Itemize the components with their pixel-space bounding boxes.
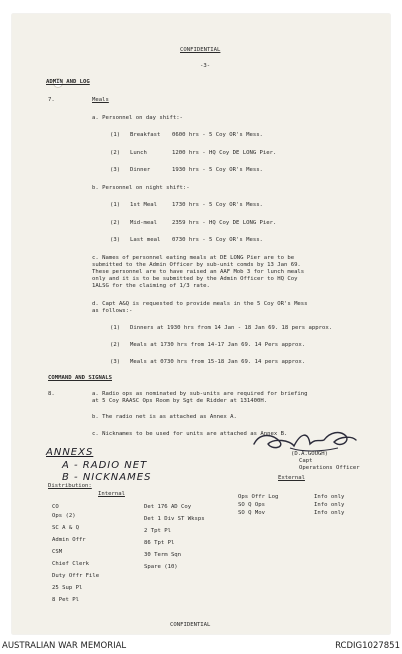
- para-7-title: Meals: [92, 97, 109, 103]
- meal-item-num: (1): [110, 202, 121, 208]
- para-8c: c. Nicknames to be used for units are attached as Annex B.: [92, 431, 288, 437]
- para-7d-line: d. Capt A&Q is requested to provide meals in the 5 Coy OR's Mess: [92, 301, 308, 307]
- distribution-external-label: External: [278, 475, 305, 481]
- meal-item-name: Last meal: [130, 237, 161, 243]
- meal-item-name: Dinner: [130, 167, 151, 173]
- archive-caption-bar: [0, 636, 402, 654]
- page-number: -3-: [200, 63, 211, 69]
- para-7c-line: These personnel are to have raised an AAF Mob 3 for lunch meals: [92, 269, 305, 275]
- meal-request-num: (3): [110, 359, 121, 365]
- meal-item-name: 1st Meal: [130, 202, 157, 208]
- meal-item-num: (1): [110, 132, 121, 138]
- handwritten-annex-b: B - NICKNAMES: [62, 472, 152, 483]
- archive-caption-right: RCDIG1027851: [335, 641, 400, 651]
- meal-item-num: (3): [110, 237, 121, 243]
- meal-item-detail: 1930 hrs - 5 Coy OR's Mess.: [172, 167, 263, 173]
- para-8-number: 8.: [48, 391, 55, 397]
- meal-request-text: Meals at 1730 hrs from 14-17 Jan 69. 14 Pers approx.: [130, 342, 306, 348]
- distribution-label: Distribution:: [48, 483, 92, 489]
- meal-item-name: Lunch: [130, 150, 147, 156]
- meal-request-num: (1): [110, 325, 121, 331]
- signatory-appointment: Operations Officer: [299, 465, 360, 471]
- distribution-external-to: Ops Offr Log: [238, 494, 279, 500]
- distribution-internal-item: CSM: [52, 549, 63, 555]
- distribution-internal-item: Det 176 AD Coy: [144, 504, 192, 510]
- distribution-internal-item: SC A & Q: [52, 525, 79, 531]
- para-7c-line: c. Names of personnel eating meals at DE LONG Pier are to be: [92, 255, 295, 261]
- distribution-internal-item: 30 Term Sqn: [144, 552, 182, 558]
- distribution-external-note: Info only: [314, 502, 345, 508]
- meal-item-name: Mid-meal: [130, 220, 157, 226]
- para-8b: b. The radio net is as attached as Annex A.: [92, 414, 237, 420]
- para-8a-line: at 5 Coy RAASC Ops Room by Sgt de Ridder at 131400H.: [92, 398, 268, 404]
- signatory-name: (D.A.GOUGH): [291, 451, 329, 457]
- archive-caption-left: AUSTRALIAN WAR MEMORIAL: [2, 641, 127, 651]
- distribution-internal-item: 2 Tpt Pl: [144, 528, 171, 534]
- distribution-internal-item: Admin Offr: [52, 537, 86, 543]
- distribution-external-to: SO Q Ops: [238, 502, 265, 508]
- section-heading-admin: ADMIN AND LOG: [46, 79, 90, 85]
- distribution-internal-item: CO: [52, 504, 59, 510]
- meal-item-detail: 0600 hrs - 5 Coy OR's Mess.: [172, 132, 263, 138]
- para-7d-line: as follows:-: [92, 308, 133, 314]
- meal-item-detail: 0730 hrs - 5 Coy OR's Mess.: [172, 237, 263, 243]
- para-7-number: 7.: [48, 97, 55, 103]
- distribution-internal-item: 8 Pet Pl: [52, 597, 79, 603]
- distribution-internal-item: 86 Tpt Pl: [144, 540, 175, 546]
- handwritten-annex-title: ANNEXS: [46, 447, 94, 458]
- section-heading-command: COMMAND AND SIGNALS: [48, 375, 112, 381]
- meal-request-text: Meals at 0730 hrs from 15-18 Jan 69. 14 pers approx.: [130, 359, 306, 365]
- footer-classification: CONFIDENTIAL: [170, 622, 211, 628]
- para-7c-line: 1ALSG for the claiming of 1/3 rate.: [92, 283, 210, 289]
- distribution-internal-item: Duty Offr File: [52, 573, 100, 579]
- distribution-internal-label: Internal: [98, 491, 125, 497]
- meal-item-num: (3): [110, 167, 121, 173]
- meal-request-num: (2): [110, 342, 121, 348]
- header-classification: CONFIDENTIAL: [180, 47, 221, 53]
- para-7c-line: only and it is to be submitted by the Admin Officer to HQ Coy: [92, 276, 298, 282]
- distribution-internal-item: 25 Sup Pl: [52, 585, 83, 591]
- distribution-internal-item: Det 1 Div ST Wksps: [144, 516, 205, 522]
- para-7a-label: a. Personnel on day shift:-: [92, 115, 183, 121]
- meal-item-detail: 2359 hrs - HQ Coy DE LONG Pier.: [172, 220, 277, 226]
- para-7c-line: submitted to the Admin Officer by sub-unit comds by 13 Jan 69.: [92, 262, 301, 268]
- meal-item-num: (2): [110, 150, 121, 156]
- meal-item-name: Breakfast: [130, 132, 161, 138]
- distribution-internal-item: Ops (2): [52, 513, 76, 519]
- para-7b-label: b. Personnel on night shift:-: [92, 185, 190, 191]
- distribution-internal-item: Chief Clerk: [52, 561, 90, 567]
- distribution-external-to: SO Q Mov: [238, 510, 265, 516]
- signatory-rank: Capt: [299, 458, 313, 464]
- para-8a-line: a. Radio ops as nominated by sub-units are required for briefing: [92, 391, 308, 397]
- meal-item-num: (2): [110, 220, 121, 226]
- distribution-external-note: Info only: [314, 494, 345, 500]
- meal-item-detail: 1730 hrs - 5 Coy OR's Mess.: [172, 202, 263, 208]
- document-page: [12, 14, 390, 634]
- meal-item-detail: 1200 hrs - HQ Coy DE LONG Pier.: [172, 150, 277, 156]
- distribution-internal-item: Spare (10): [144, 564, 178, 570]
- handwritten-annex-a: A - RADIO NET: [62, 460, 148, 471]
- meal-request-text: Dinners at 1930 hrs from 14 Jan - 18 Jan 69. 18 pers approx.: [130, 325, 333, 331]
- distribution-external-note: Info only: [314, 510, 345, 516]
